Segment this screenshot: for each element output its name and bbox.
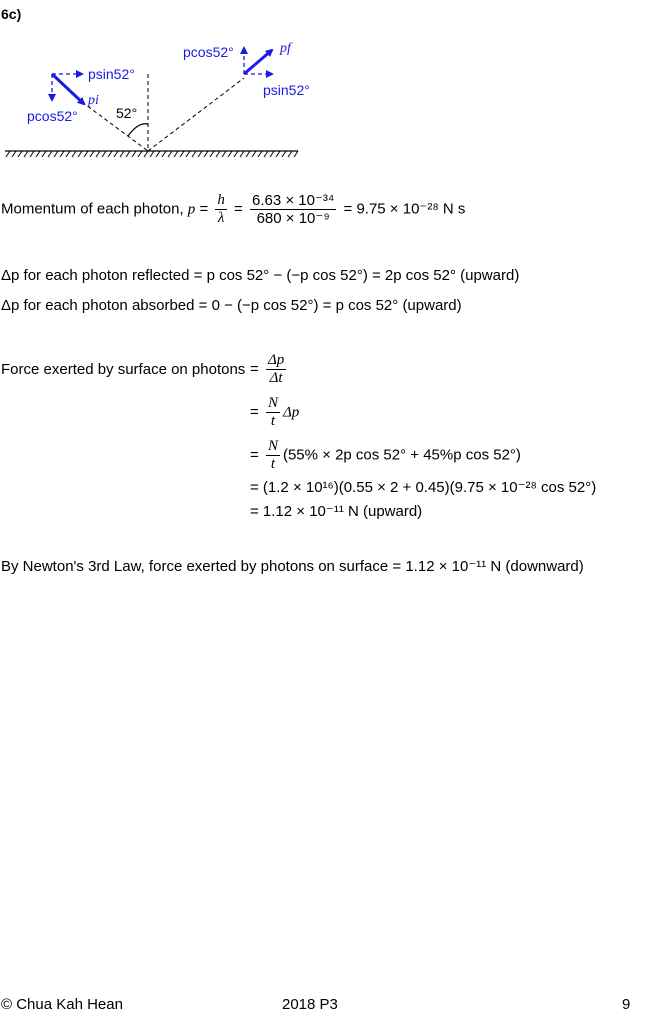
momentum-line: Momentum of each photon, p = $\frac{h}{\lambda}$ = $\frac{\text{6.63 × 10⁻³⁴}}{\text{680 × 10⁻⁹}}$ = 9.75 × 10⁻²⁸ N s [1, 192, 466, 227]
force-line4: = (1.2 × 10¹⁶)(0.55 × 2 + 0.45)(9.75 × 10⁻²⁸ cos 52°) [250, 479, 597, 496]
section-heading: 6c) [1, 6, 22, 22]
pf-vector [244, 50, 272, 74]
pi-vector [52, 74, 84, 104]
momentum-fraction: $\frac{\text{6.63 × 10⁻³⁴}}{\text{680 × 10⁻⁹}}$ [252, 192, 335, 227]
label-psin-left: psin52° [88, 66, 135, 82]
delta-absorbed: Δp for each photon absorbed = 0 − (−p cos 52°) = p cos 52° (upward) [1, 297, 462, 314]
footer-paper: 2018 P3 [282, 996, 338, 1013]
label-pcos-left: pcos52° [27, 108, 78, 124]
delta-reflected: Δp for each photon reflected = p cos 52° − (−p cos 52°) = 2p cos 52° (upward) [1, 267, 520, 284]
newton-statement: By Newton's 3rd Law, force exerted by photons on surface = 1.12 × 10⁻¹¹ N (downward) [1, 558, 584, 575]
reflected-path [148, 78, 244, 151]
force-line3: = $\frac{N}{t}$ (55% × 2p cos 52° + 45%p cos 52°) [250, 438, 521, 472]
force-prefix: Force exerted by surface on photons [1, 361, 246, 378]
reflection-diagram [0, 30, 320, 170]
momentum-prefix: Momentum of each photon, [1, 200, 184, 218]
surface-hatching [6, 151, 298, 157]
footer-copyright: © Chua Kah Hean [1, 996, 123, 1013]
label-pf: pf [280, 41, 291, 56]
force-line5: = 1.12 × 10⁻¹¹ N (upward) [250, 503, 423, 520]
momentum-result: = 9.75 × 10⁻²⁸ N s [343, 200, 466, 218]
force-line1: = $\frac{\Delta p}{\Delta t}$ [250, 352, 285, 386]
h-over-lambda: $\frac{h}{\lambda}$ [217, 192, 225, 226]
label-angle: 52° [116, 105, 138, 121]
label-pi: pi [88, 93, 99, 108]
force-line2: = $\frac{N}{t}$ Δp [250, 395, 300, 429]
label-psin-right: psin52° [263, 82, 310, 98]
label-pcos-right: pcos52° [183, 44, 234, 60]
footer-page-number: 9 [622, 996, 631, 1013]
angle-arc [128, 124, 148, 136]
momentum-p: p [187, 201, 196, 218]
